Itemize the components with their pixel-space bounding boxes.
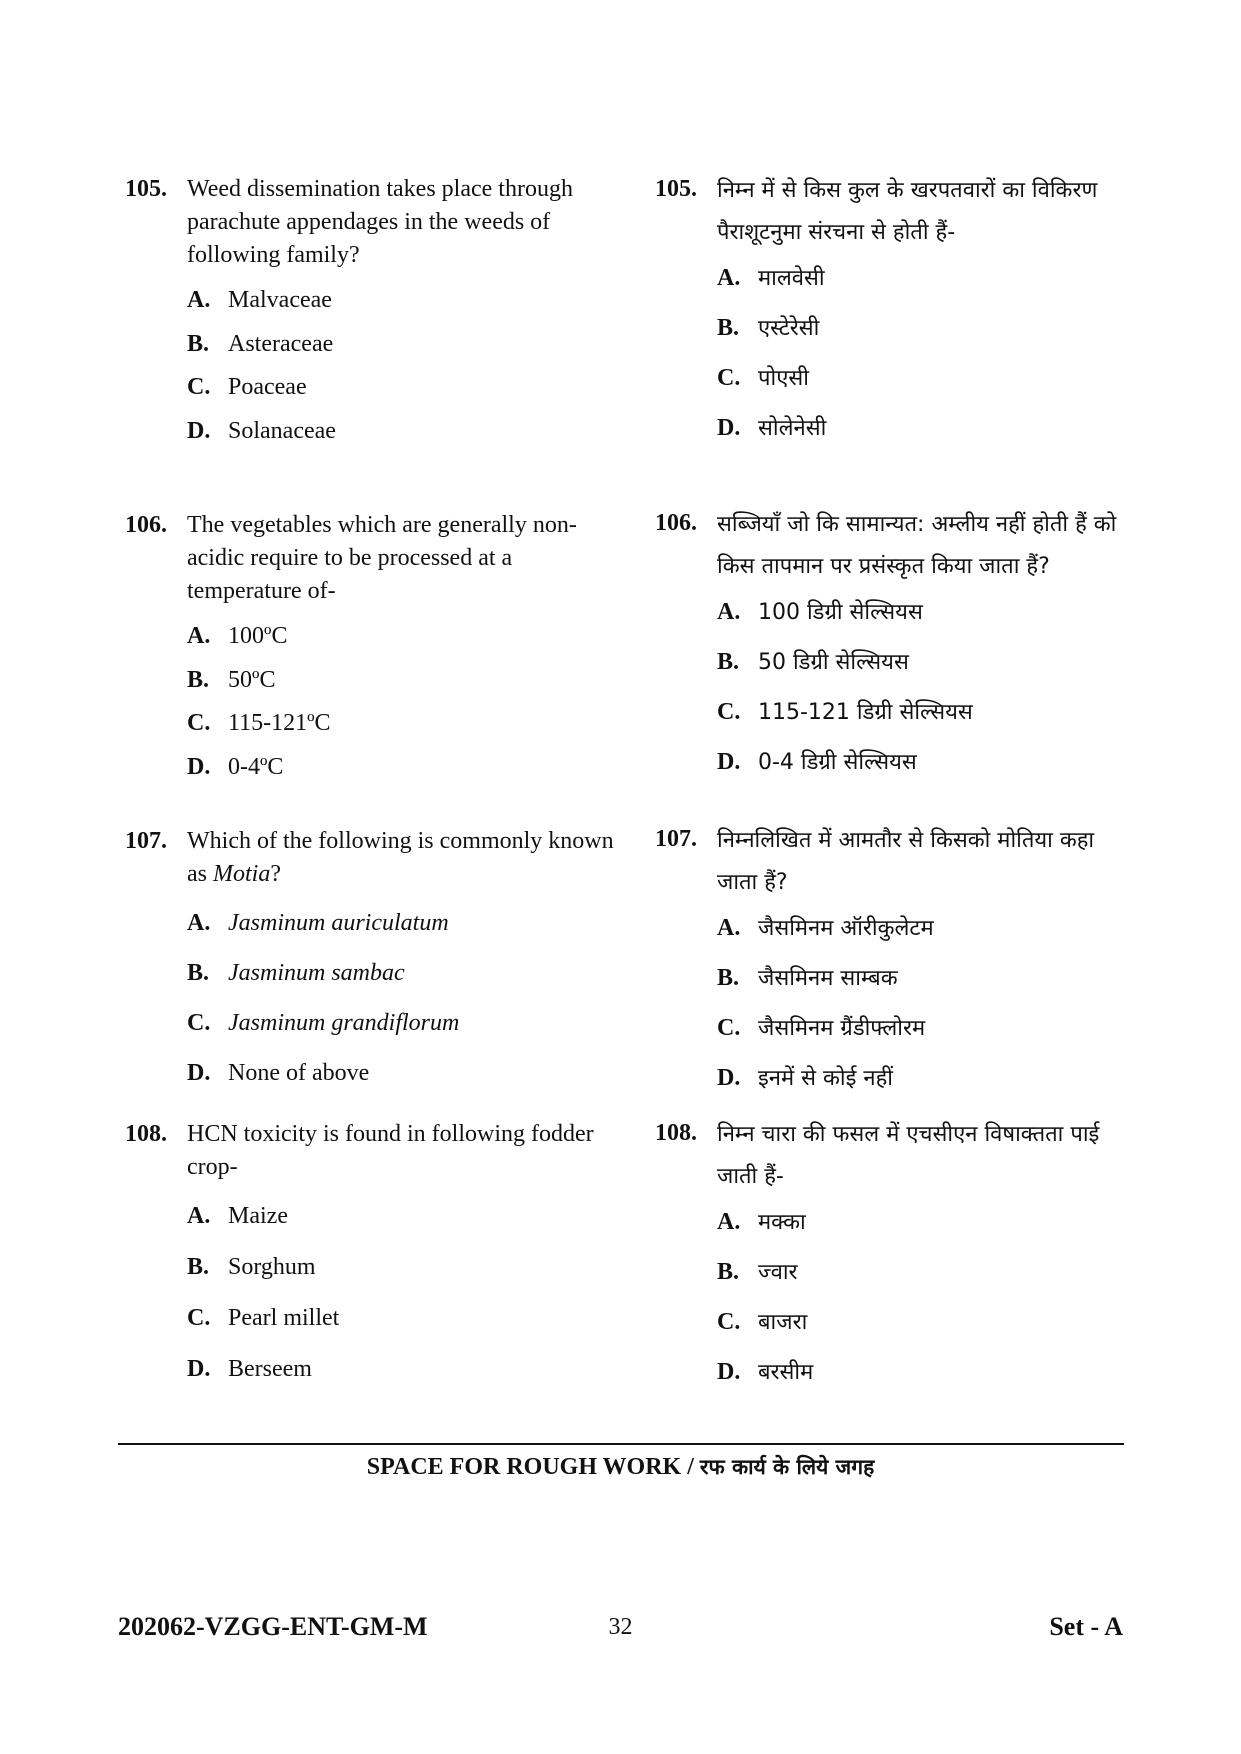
option-b [717, 962, 1135, 1012]
option-letter: B. [717, 965, 740, 991]
question-text-end: ? [270, 861, 281, 887]
option-letter: B. [717, 315, 740, 341]
question-text-italic: Motia [213, 861, 271, 887]
option-letter: D. [187, 1060, 211, 1086]
option-c [717, 1012, 1135, 1062]
option-b [717, 646, 1135, 696]
option-b [187, 957, 625, 1007]
option-text: 0-4 डिग्री सेल्सियस [758, 750, 917, 775]
option-b [717, 312, 1135, 362]
option-b [187, 328, 625, 372]
option-letter: D. [187, 1356, 211, 1382]
option-letter: C. [187, 1010, 211, 1036]
option-d [717, 746, 1135, 796]
options-list [187, 284, 625, 458]
option-letter: B. [187, 960, 210, 986]
rough-work-label-en: SPACE FOR ROUGH WORK / [366, 1454, 700, 1480]
option-text: 50ºC [228, 666, 276, 693]
option-text: 115-121ºC [228, 710, 331, 736]
question-number: 106. [125, 512, 167, 538]
option-letter: D. [187, 417, 211, 444]
option-text: इनमें से कोई नहीं [758, 1066, 894, 1091]
option-text: मालवेसी [758, 266, 825, 291]
question-number: 108. [125, 1121, 167, 1147]
option-letter: B. [187, 330, 210, 357]
question-text-main: Which of the following is commonly known as [187, 828, 614, 887]
option-c [187, 1302, 625, 1353]
option-letter: B. [717, 1259, 740, 1285]
option-d [717, 1356, 1135, 1406]
option-letter: A. [187, 287, 211, 313]
option-text: Maize [228, 1203, 288, 1229]
option-text: 50 डिग्री सेल्सियस [758, 650, 909, 675]
option-c [717, 362, 1135, 412]
question-108-hi [655, 1114, 1135, 1406]
option-text: Jasminum sambac [228, 960, 405, 986]
option-text: बाजरा [758, 1310, 808, 1335]
question-text: निम्नलिखित में आमतौर से किसको मोतिया कहा जाता हैं? [717, 828, 1095, 895]
option-text: Berseem [228, 1356, 312, 1382]
options-list [187, 620, 625, 794]
option-letter: C. [717, 365, 741, 391]
question-number: 107. [125, 828, 167, 854]
question-number: 108. [655, 1120, 697, 1146]
option-letter: D. [717, 749, 741, 775]
set-label: Set - A [1049, 1612, 1123, 1641]
option-text: पोएसी [758, 366, 809, 391]
question-107-hi [655, 820, 1135, 1112]
option-d [187, 1057, 625, 1107]
question-105-hi [655, 170, 1135, 462]
option-text: Sorghum [228, 1254, 316, 1280]
rough-work-label-hi: रफ कार्य के लिये जगह [699, 1455, 875, 1479]
option-d [717, 412, 1135, 462]
paper-code: 202062-VZGG-ENT-GM-M [118, 1612, 428, 1641]
option-d [187, 751, 625, 795]
option-letter: C. [187, 710, 211, 736]
question-text: Weed dissemination takes place through parachute appendages in the weeds of following family? [187, 176, 573, 268]
option-letter: D. [717, 415, 741, 441]
option-a [717, 262, 1135, 312]
option-letter: D. [717, 1359, 741, 1385]
option-text: Jasminum auriculatum [228, 910, 449, 936]
option-d [717, 1062, 1135, 1112]
option-letter: A. [187, 1203, 211, 1229]
option-letter: B. [717, 649, 740, 675]
option-text: None of above [228, 1060, 370, 1086]
option-text: 0-4ºC [228, 753, 284, 780]
option-letter: A. [717, 265, 741, 291]
question-text: सब्जियाँ जो कि सामान्यत: अम्लीय नहीं होती हैं को किस तापमान पर प्रसंस्कृत किया जाता हैं? [717, 512, 1117, 579]
option-letter: C. [717, 1309, 741, 1335]
option-letter: A. [187, 910, 211, 936]
page-number: 32 [608, 1614, 633, 1640]
option-letter: A. [717, 1209, 741, 1235]
option-letter: B. [187, 1254, 210, 1280]
option-c [187, 707, 625, 751]
question-105-en [125, 173, 625, 458]
option-a [187, 1200, 625, 1251]
option-d [187, 1353, 625, 1404]
question-number: 106. [655, 510, 697, 536]
option-letter: D. [717, 1065, 741, 1091]
question-text: निम्न में से किस कुल के खरपतवारों का विकिरण पैराशूटनुमा संरचना से होती हैं- [717, 178, 1098, 245]
option-text: 100 डिग्री सेल्सियस [758, 600, 923, 625]
options-list [717, 912, 1135, 1112]
option-text: 100ºC [228, 623, 288, 649]
option-text: Asteraceae [228, 330, 334, 357]
options-list [187, 1200, 625, 1404]
option-a [717, 596, 1135, 646]
option-a [717, 912, 1135, 962]
option-text: जैसमिनम ऑरीकुलेटम [758, 916, 934, 941]
option-a [187, 907, 625, 957]
question-number: 105. [655, 176, 697, 202]
options-list [187, 907, 625, 1107]
option-c [717, 1306, 1135, 1356]
option-text: सोलेनेसी [758, 416, 827, 441]
question-text [187, 825, 625, 891]
question-text: HCN toxicity is found in following fodder crop- [187, 1121, 594, 1180]
option-text: Malvaceae [228, 287, 332, 313]
option-letter: C. [717, 1015, 741, 1041]
option-letter: C. [187, 1305, 211, 1331]
question-106-en [125, 509, 625, 794]
option-text: जैसमिनम साम्बक [758, 966, 898, 991]
option-c [187, 371, 625, 415]
option-b [187, 1251, 625, 1302]
question-108-en [125, 1118, 625, 1404]
option-b [187, 664, 625, 708]
option-text: 115-121 डिग्री सेल्सियस [758, 700, 973, 725]
option-letter: D. [187, 753, 211, 780]
option-text: Poaceae [228, 374, 307, 400]
question-106-hi [655, 504, 1135, 796]
options-list [717, 1206, 1135, 1406]
question-number: 105. [125, 176, 167, 202]
option-text: बरसीम [758, 1360, 814, 1385]
option-letter: C. [187, 374, 211, 400]
options-list [717, 596, 1135, 796]
option-text: मक्का [758, 1210, 806, 1235]
option-text: एस्टेरेसी [758, 316, 820, 341]
option-letter: A. [717, 915, 741, 941]
rough-work-divider [118, 1443, 1124, 1445]
option-a [717, 1206, 1135, 1256]
option-a [187, 620, 625, 664]
question-text: निम्न चारा की फसल में एचसीएन विषाक्तता पाई जाती हैं- [717, 1122, 1100, 1189]
option-text: Pearl millet [228, 1305, 340, 1331]
options-list [717, 262, 1135, 462]
option-letter: C. [717, 699, 741, 725]
rough-work-heading [0, 1450, 1241, 1484]
option-text: Solanaceae [228, 417, 336, 444]
option-text: ज्वार [758, 1260, 798, 1285]
option-d [187, 415, 625, 459]
option-b [717, 1256, 1135, 1306]
option-c [187, 1007, 625, 1057]
option-a [187, 284, 625, 328]
option-letter: A. [187, 623, 211, 649]
option-text: जैसमिनम ग्रैंडीफ्लोरम [758, 1016, 926, 1041]
option-letter: B. [187, 666, 210, 693]
question-text: The vegetables which are generally non-acidic require to be processed at a temperature of- [187, 512, 577, 604]
question-107-en [125, 825, 625, 1107]
option-letter: A. [717, 599, 741, 625]
option-text: Jasminum grandiflorum [228, 1010, 460, 1036]
option-c [717, 696, 1135, 746]
question-number: 107. [655, 826, 697, 852]
